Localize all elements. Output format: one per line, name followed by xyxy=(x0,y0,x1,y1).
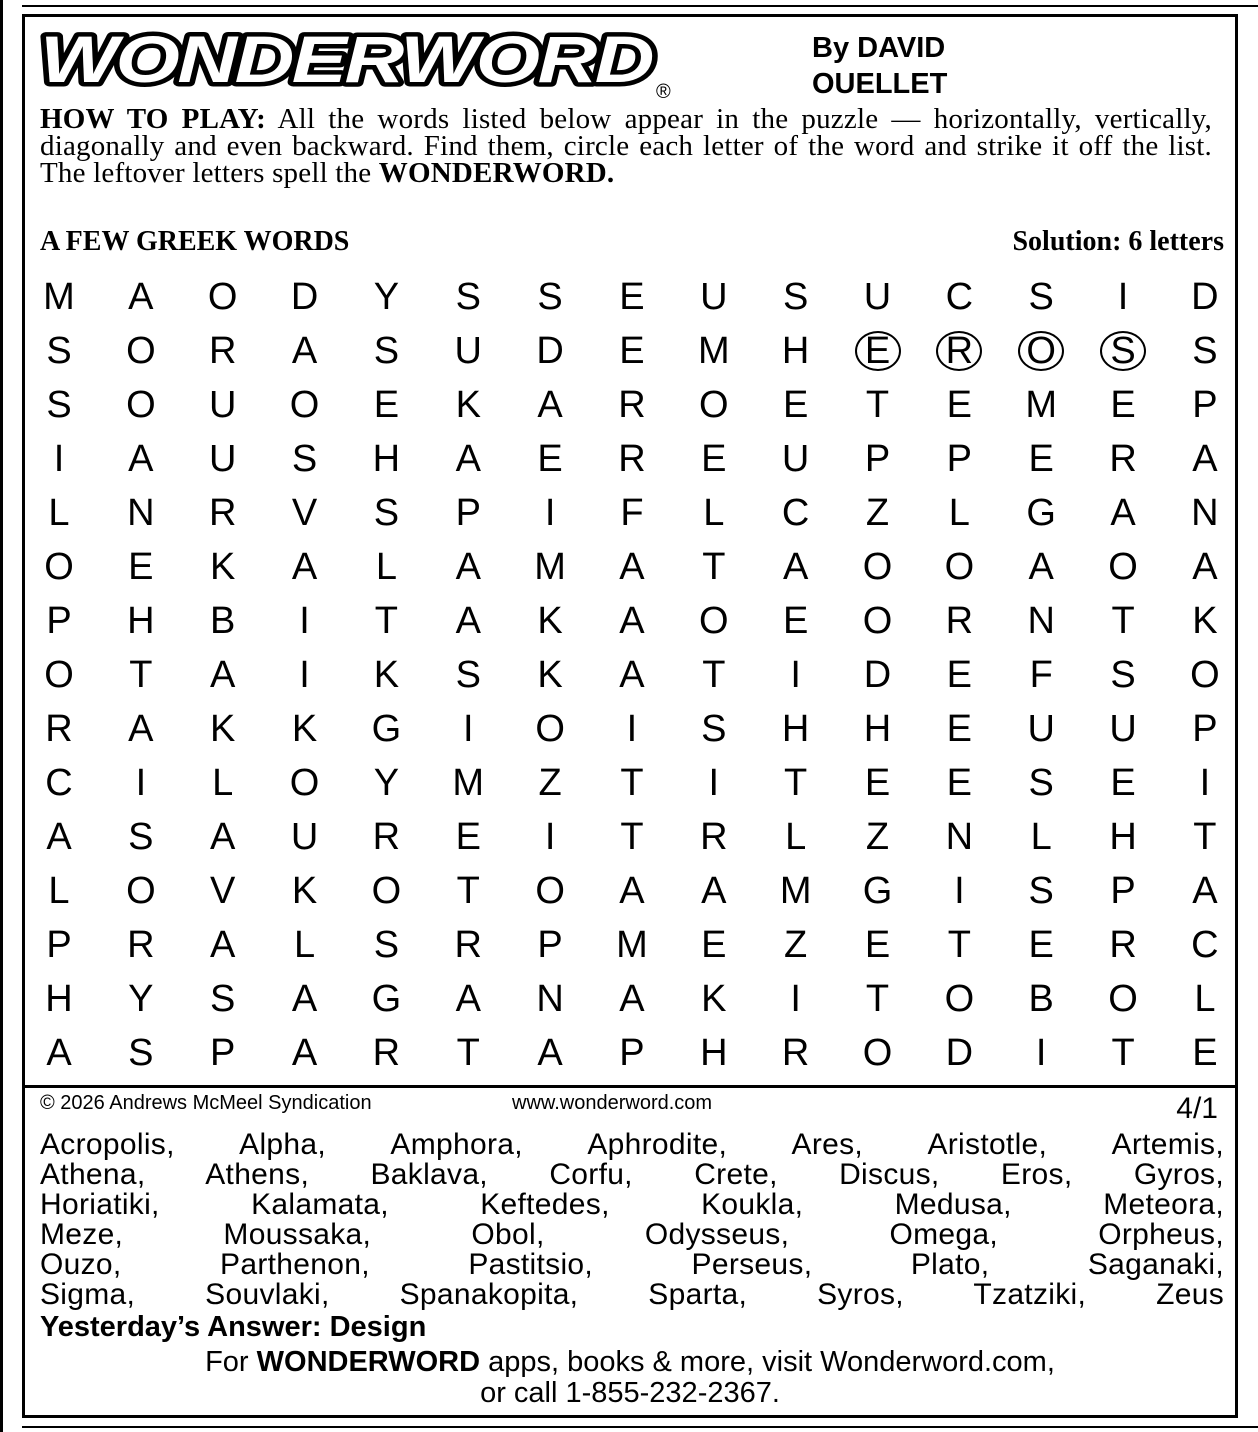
promo xyxy=(22,1347,1238,1409)
grid-cell[interactable]: T xyxy=(1193,816,1217,858)
grid-cell[interactable]: K xyxy=(373,654,400,696)
grid-cell[interactable]: E xyxy=(701,438,727,480)
grid-cell[interactable]: A xyxy=(291,546,318,588)
promo-line1 xyxy=(22,1347,1238,1378)
grid-cell[interactable]: Y xyxy=(373,276,400,318)
grid-cell[interactable]: O xyxy=(699,600,729,642)
grid-cell[interactable]: T xyxy=(456,1032,480,1074)
grid-cell[interactable]: I xyxy=(1199,762,1211,804)
grid-cell[interactable]: R xyxy=(945,600,974,642)
grid-cell[interactable]: P xyxy=(864,438,891,480)
wonderword-logo xyxy=(36,18,686,104)
grid-cell[interactable]: U xyxy=(208,438,237,480)
grid-cell[interactable]: K xyxy=(537,600,563,642)
grid-cell[interactable]: O xyxy=(1190,654,1220,696)
grid-cell[interactable]: I xyxy=(708,762,720,804)
grid-cell[interactable]: O xyxy=(371,870,402,912)
grid-cell[interactable]: A xyxy=(291,330,318,372)
grid-cell[interactable]: K xyxy=(455,384,481,426)
grid-cell[interactable]: M xyxy=(616,924,648,966)
grid-cell-circled[interactable]: R xyxy=(924,324,994,378)
grid-cell[interactable]: N xyxy=(945,816,974,858)
grid-cell[interactable]: O xyxy=(126,870,156,912)
grid-cell[interactable]: A xyxy=(291,978,318,1020)
grid-cell[interactable]: Z xyxy=(538,762,562,804)
website-link[interactable]: www.wonderword.com xyxy=(512,1092,713,1114)
grid-cell[interactable]: Z xyxy=(784,924,808,966)
grid-cell[interactable]: A xyxy=(1192,438,1218,480)
grid-cell[interactable]: S xyxy=(1028,870,1054,912)
grid-cell[interactable]: R xyxy=(781,1032,810,1074)
grid-cell[interactable]: O xyxy=(699,384,729,426)
grid-cell[interactable]: M xyxy=(452,762,485,804)
grid-cell[interactable]: V xyxy=(291,492,318,534)
grid-row xyxy=(19,864,1235,918)
grid-cell[interactable]: P xyxy=(619,1032,645,1074)
grid-cell[interactable]: S xyxy=(455,276,481,318)
grid-row xyxy=(19,324,1235,378)
word-list-line: Meze, Moussaka, Obol, Odysseus, Omega, Orpheus, xyxy=(40,1218,1224,1251)
how-to-play-body: All the words listed below appear in the puzzle — horizontally, vertically, diagonally and even backward. Find them, circle each letter of the word and strike it off the list. The leftover letters spell the xyxy=(40,103,1212,189)
byline xyxy=(812,30,947,102)
grid-cell[interactable]: B xyxy=(210,600,236,642)
grid-cell[interactable]: S xyxy=(373,924,400,966)
grid-cell[interactable]: P xyxy=(455,492,481,534)
grid-cell[interactable]: T xyxy=(702,654,726,696)
grid-cell[interactable]: M xyxy=(43,276,75,318)
grid-cell[interactable]: Y xyxy=(128,978,154,1020)
grid-cell[interactable]: N xyxy=(536,978,564,1020)
grid-cell[interactable]: O xyxy=(862,600,893,642)
grid-cell[interactable]: Y xyxy=(373,762,400,804)
grid-cell[interactable]: A xyxy=(619,654,645,696)
word-list xyxy=(40,1130,1224,1310)
grid-cell[interactable]: H xyxy=(1109,816,1137,858)
grid-cell[interactable]: K xyxy=(291,870,318,912)
grid-cell[interactable]: U xyxy=(454,330,482,372)
grid-cell[interactable]: A xyxy=(455,978,481,1020)
grid-cell[interactable]: R xyxy=(127,924,155,966)
grid-cell[interactable]: E xyxy=(1110,762,1136,804)
top-page-rule xyxy=(22,5,1258,7)
grid-cell[interactable]: Z xyxy=(865,816,890,858)
grid-cell[interactable]: S xyxy=(46,384,72,426)
grid-cell[interactable]: E xyxy=(455,816,481,858)
grid-cell[interactable]: D xyxy=(863,654,892,696)
grid-cell[interactable]: O xyxy=(1108,978,1138,1020)
solution-length: Solution: 6 letters xyxy=(1012,226,1224,257)
how-to-play xyxy=(40,103,1212,189)
grid-cell[interactable]: U xyxy=(863,276,892,318)
grid-cell[interactable]: V xyxy=(210,870,236,912)
grid-cell[interactable]: E xyxy=(619,276,645,318)
grid-cell[interactable]: O xyxy=(44,654,74,696)
grid-cell[interactable]: E xyxy=(1028,924,1054,966)
grid-cell-circled[interactable]: E xyxy=(843,324,913,378)
grid-row xyxy=(19,972,1235,1026)
grid-cell[interactable]: O xyxy=(862,546,893,588)
grid-cell[interactable]: Z xyxy=(865,492,890,534)
grid-cell[interactable]: E xyxy=(864,924,891,966)
grid-cell[interactable]: O xyxy=(1108,546,1138,588)
grid-cell[interactable]: P xyxy=(1192,384,1218,426)
grid-cell[interactable]: K xyxy=(210,546,236,588)
grid-cell[interactable]: C xyxy=(781,492,810,534)
grid-cell[interactable]: E xyxy=(373,384,400,426)
grid-cell[interactable]: S xyxy=(537,276,563,318)
grid-cell[interactable]: E xyxy=(701,924,727,966)
word-list-line: Horiatiki, Kalamata, Keftedes, Koukla, Medusa, Meteora, xyxy=(40,1188,1224,1221)
word-list-line: Sigma, Souvlaki, Spanakopita, Sparta, Syros, Tzatziki, Zeus xyxy=(40,1278,1224,1311)
grid-cell[interactable]: I xyxy=(544,492,556,534)
grid-cell[interactable]: L xyxy=(375,546,397,588)
grid-cell[interactable]: I xyxy=(790,654,801,696)
grid-cell[interactable]: I xyxy=(135,762,147,804)
grid-cell[interactable]: O xyxy=(44,546,74,588)
how-to-play-end: WONDERWORD. xyxy=(378,157,615,189)
registered-mark: ® xyxy=(656,81,671,103)
grid-cell[interactable]: E xyxy=(864,762,891,804)
grid-row xyxy=(19,432,1235,486)
grid-cell[interactable]: D xyxy=(945,1032,974,1074)
grid-cell[interactable]: A xyxy=(619,546,645,588)
logo-text: WONDERWORD xyxy=(40,22,653,96)
grid-cell[interactable]: I xyxy=(462,708,474,750)
grid-cell[interactable]: T xyxy=(129,654,153,696)
grid-cell[interactable]: G xyxy=(371,978,402,1020)
letter-grid xyxy=(19,270,1235,1080)
grid-cell[interactable]: E xyxy=(782,600,809,642)
grid-cell[interactable]: O xyxy=(944,978,975,1020)
copyright: © 2026 Andrews McMeel Syndication xyxy=(40,1092,372,1114)
grid-cell[interactable]: T xyxy=(1111,600,1135,642)
grid-cell[interactable]: R xyxy=(1109,438,1137,480)
grid-cell[interactable]: O xyxy=(535,708,565,750)
grid-cell[interactable]: U xyxy=(290,816,319,858)
grid-row xyxy=(19,270,1235,324)
page-left-rule xyxy=(0,0,3,1432)
grid-cell[interactable]: R xyxy=(372,1032,401,1074)
promo-brand: WONDERWORD xyxy=(256,1346,481,1378)
grid-cell[interactable]: E xyxy=(782,384,809,426)
grid-cell[interactable]: M xyxy=(1025,384,1058,426)
grid-cell[interactable]: A xyxy=(1192,546,1218,588)
grid-cell[interactable]: E xyxy=(946,708,973,750)
grid-cell[interactable]: H xyxy=(781,330,810,372)
grid-cell[interactable]: E xyxy=(946,654,973,696)
grid-cell[interactable]: S xyxy=(455,654,481,696)
grid-cell[interactable]: A xyxy=(210,924,236,966)
grid-cell[interactable]: I xyxy=(544,816,556,858)
grid-cell[interactable]: O xyxy=(289,762,320,804)
grid-cell[interactable]: A xyxy=(1192,870,1218,912)
grid-cell[interactable]: U xyxy=(1027,708,1055,750)
grid-cell[interactable]: O xyxy=(126,330,156,372)
grid-cell[interactable]: N xyxy=(127,492,155,534)
yesterdays-answer: Yesterday’s Answer: Design xyxy=(40,1311,427,1343)
grid-cell[interactable]: U xyxy=(781,438,810,480)
grid-cell[interactable]: T xyxy=(620,816,644,858)
grid-cell[interactable]: E xyxy=(1192,1032,1218,1074)
grid-row xyxy=(19,378,1235,432)
grid-cell[interactable]: R xyxy=(618,384,646,426)
grid-cell[interactable]: L xyxy=(1194,978,1216,1020)
grid-cell[interactable]: I xyxy=(954,870,965,912)
grid-cell[interactable]: U xyxy=(700,276,728,318)
grid-cell[interactable]: M xyxy=(534,546,566,588)
grid-cell[interactable]: R xyxy=(208,330,237,372)
grid-cell[interactable]: C xyxy=(945,276,974,318)
grid-cell[interactable]: E xyxy=(619,330,645,372)
grid-cell[interactable]: O xyxy=(944,546,975,588)
grid-cell[interactable]: H xyxy=(700,1032,728,1074)
grid-cell[interactable]: R xyxy=(454,924,482,966)
grid-cell[interactable]: L xyxy=(1030,816,1052,858)
promo-line2: or call 1-855-232-2367. xyxy=(480,1377,780,1409)
grid-cell[interactable]: A xyxy=(619,600,645,642)
grid-cell[interactable]: E xyxy=(537,438,563,480)
grid-cell[interactable]: L xyxy=(48,870,70,912)
grid-cell[interactable]: A xyxy=(210,654,236,696)
grid-row xyxy=(19,702,1235,756)
grid-cell[interactable]: T xyxy=(620,762,644,804)
grid-cell-circled[interactable]: S xyxy=(1088,324,1158,378)
grid-cell[interactable]: T xyxy=(1111,1032,1135,1074)
grid-divider xyxy=(22,1085,1238,1088)
grid-cell[interactable]: C xyxy=(1191,924,1219,966)
promo-post: apps, books & more, visit Wonderword.com, xyxy=(488,1346,1055,1378)
grid-cell[interactable]: R xyxy=(372,816,401,858)
grid-row xyxy=(19,810,1235,864)
grid-cell[interactable]: R xyxy=(45,708,73,750)
grid-cell[interactable]: P xyxy=(46,600,72,642)
grid-cell[interactable]: A xyxy=(619,978,645,1020)
grid-cell[interactable]: G xyxy=(371,708,402,750)
grid-row xyxy=(19,594,1235,648)
grid-cell[interactable]: L xyxy=(785,816,807,858)
grid-cell[interactable]: S xyxy=(701,708,727,750)
grid-cell[interactable]: R xyxy=(208,492,237,534)
grid-cell[interactable]: A xyxy=(128,708,154,750)
grid-cell[interactable]: A xyxy=(537,384,563,426)
grid-cell[interactable]: K xyxy=(701,978,727,1020)
grid-cell[interactable]: O xyxy=(126,384,156,426)
grid-cell[interactable]: I xyxy=(299,654,310,696)
grid-cell[interactable]: I xyxy=(626,708,638,750)
grid-cell[interactable]: S xyxy=(1028,762,1054,804)
grid-cell[interactable]: L xyxy=(948,492,970,534)
grid-cell[interactable]: C xyxy=(45,762,73,804)
grid-cell[interactable]: U xyxy=(1109,708,1137,750)
grid-cell[interactable]: S xyxy=(128,1032,154,1074)
puzzle-date: 4/1 xyxy=(1176,1092,1218,1125)
grid-cell[interactable]: I xyxy=(790,978,801,1020)
grid-cell[interactable]: A xyxy=(128,438,154,480)
grid-cell[interactable]: L xyxy=(48,492,70,534)
grid-cell[interactable]: A xyxy=(128,276,154,318)
grid-cell[interactable]: D xyxy=(1191,276,1219,318)
grid-cell[interactable]: R xyxy=(700,816,728,858)
grid-cell[interactable]: O xyxy=(862,1032,893,1074)
grid-cell[interactable]: I xyxy=(53,438,65,480)
puzzle-theme: A FEW GREEK WORDS xyxy=(40,226,350,257)
grid-cell[interactable]: D xyxy=(536,330,564,372)
grid-cell[interactable]: A xyxy=(46,1032,72,1074)
grid-cell[interactable]: E xyxy=(1110,384,1136,426)
grid-cell[interactable]: P xyxy=(46,924,72,966)
grid-cell[interactable]: E xyxy=(946,384,973,426)
grid-row xyxy=(19,486,1235,540)
grid-cell[interactable]: H xyxy=(45,978,73,1020)
grid-cell[interactable]: R xyxy=(1109,924,1137,966)
grid-cell-circled[interactable]: O xyxy=(1006,324,1076,378)
grid-cell[interactable]: H xyxy=(372,438,401,480)
grid-cell[interactable]: P xyxy=(210,1032,236,1074)
grid-cell[interactable]: S xyxy=(1028,276,1054,318)
grid-cell[interactable]: S xyxy=(373,330,400,372)
grid-cell[interactable]: T xyxy=(702,546,726,588)
grid-cell[interactable]: T xyxy=(865,978,890,1020)
grid-cell[interactable]: F xyxy=(1029,654,1053,696)
grid-cell[interactable]: A xyxy=(619,870,645,912)
grid-cell[interactable]: T xyxy=(784,762,808,804)
grid-cell[interactable]: S xyxy=(46,330,72,372)
grid-cell[interactable]: I xyxy=(1117,276,1129,318)
grid-cell[interactable]: E xyxy=(946,762,973,804)
grid-cell[interactable]: O xyxy=(207,276,238,318)
grid-cell[interactable]: R xyxy=(618,438,646,480)
grid-row xyxy=(19,918,1235,972)
grid-cell[interactable]: K xyxy=(537,654,563,696)
grid-cell[interactable]: L xyxy=(703,492,725,534)
grid-cell[interactable]: N xyxy=(1027,600,1055,642)
grid-cell[interactable]: P xyxy=(946,438,973,480)
grid-cell[interactable]: P xyxy=(1192,708,1218,750)
grid-cell[interactable]: H xyxy=(127,600,155,642)
grid-cell[interactable]: F xyxy=(620,492,644,534)
word-list-line: Ouzo, Parthenon, Pastitsio, Perseus, Plato, Saganaki, xyxy=(40,1248,1224,1281)
grid-cell[interactable]: M xyxy=(697,330,730,372)
grid-cell[interactable]: A xyxy=(1110,492,1136,534)
grid-cell[interactable]: K xyxy=(291,708,318,750)
how-to-play-lead: HOW TO PLAY: xyxy=(40,103,266,135)
grid-cell[interactable]: O xyxy=(535,870,565,912)
grid-cell[interactable]: G xyxy=(862,870,893,912)
grid-cell[interactable]: T xyxy=(947,924,971,966)
grid-cell[interactable]: E xyxy=(128,546,154,588)
grid-cell[interactable]: O xyxy=(289,384,320,426)
promo-pre: For xyxy=(205,1346,249,1378)
byline-line1: By DAVID xyxy=(812,32,946,64)
grid-cell[interactable]: S xyxy=(1110,654,1136,696)
grid-cell[interactable]: K xyxy=(210,708,236,750)
grid-cell[interactable]: T xyxy=(374,600,398,642)
grid-cell[interactable]: A xyxy=(455,546,481,588)
grid-cell[interactable]: H xyxy=(781,708,810,750)
grid-cell[interactable]: H xyxy=(863,708,892,750)
grid-cell[interactable]: A xyxy=(537,1032,563,1074)
grid-cell[interactable]: T xyxy=(865,384,890,426)
grid-cell[interactable]: D xyxy=(290,276,319,318)
grid-cell[interactable]: I xyxy=(299,600,310,642)
grid-cell[interactable]: A xyxy=(455,600,481,642)
grid-cell[interactable]: L xyxy=(293,924,316,966)
grid-cell[interactable]: A xyxy=(782,546,809,588)
grid-cell[interactable]: U xyxy=(208,384,237,426)
grid-cell[interactable]: A xyxy=(455,438,481,480)
bottom-page-rule xyxy=(22,1426,1258,1428)
grid-cell[interactable]: S xyxy=(210,978,236,1020)
grid-cell[interactable]: I xyxy=(1035,1032,1047,1074)
grid-cell[interactable]: M xyxy=(779,870,812,912)
grid-cell[interactable]: B xyxy=(1028,978,1054,1020)
grid-cell[interactable]: P xyxy=(537,924,563,966)
grid-cell[interactable]: G xyxy=(1026,492,1056,534)
grid-cell[interactable]: S xyxy=(782,276,809,318)
grid-row xyxy=(19,540,1235,594)
grid-cell[interactable]: A xyxy=(701,870,727,912)
grid-row xyxy=(19,756,1235,810)
grid-cell[interactable]: E xyxy=(1028,438,1054,480)
grid-cell[interactable]: S xyxy=(1192,330,1218,372)
grid-cell[interactable]: K xyxy=(1192,600,1218,642)
grid-cell[interactable]: A xyxy=(210,816,236,858)
word-list-line: Athena, Athens, Baklava, Corfu, Crete, Discus, Eros, Gyros, xyxy=(40,1158,1224,1191)
grid-cell[interactable]: N xyxy=(1191,492,1219,534)
grid-row xyxy=(19,648,1235,702)
word-list-line: Acropolis, Alpha, Amphora, Aphrodite, Ares, Aristotle, Artemis, xyxy=(40,1128,1224,1161)
grid-row xyxy=(19,1026,1235,1080)
grid-cell[interactable]: P xyxy=(1110,870,1136,912)
grid-cell[interactable]: S xyxy=(373,492,400,534)
byline-line2: OUELLET xyxy=(812,68,948,100)
grid-cell[interactable]: S xyxy=(128,816,154,858)
grid-cell[interactable]: S xyxy=(291,438,318,480)
grid-cell[interactable]: L xyxy=(212,762,234,804)
grid-cell[interactable]: A xyxy=(1028,546,1054,588)
grid-cell[interactable]: A xyxy=(46,816,72,858)
grid-cell[interactable]: T xyxy=(456,870,480,912)
grid-cell[interactable]: A xyxy=(291,1032,318,1074)
